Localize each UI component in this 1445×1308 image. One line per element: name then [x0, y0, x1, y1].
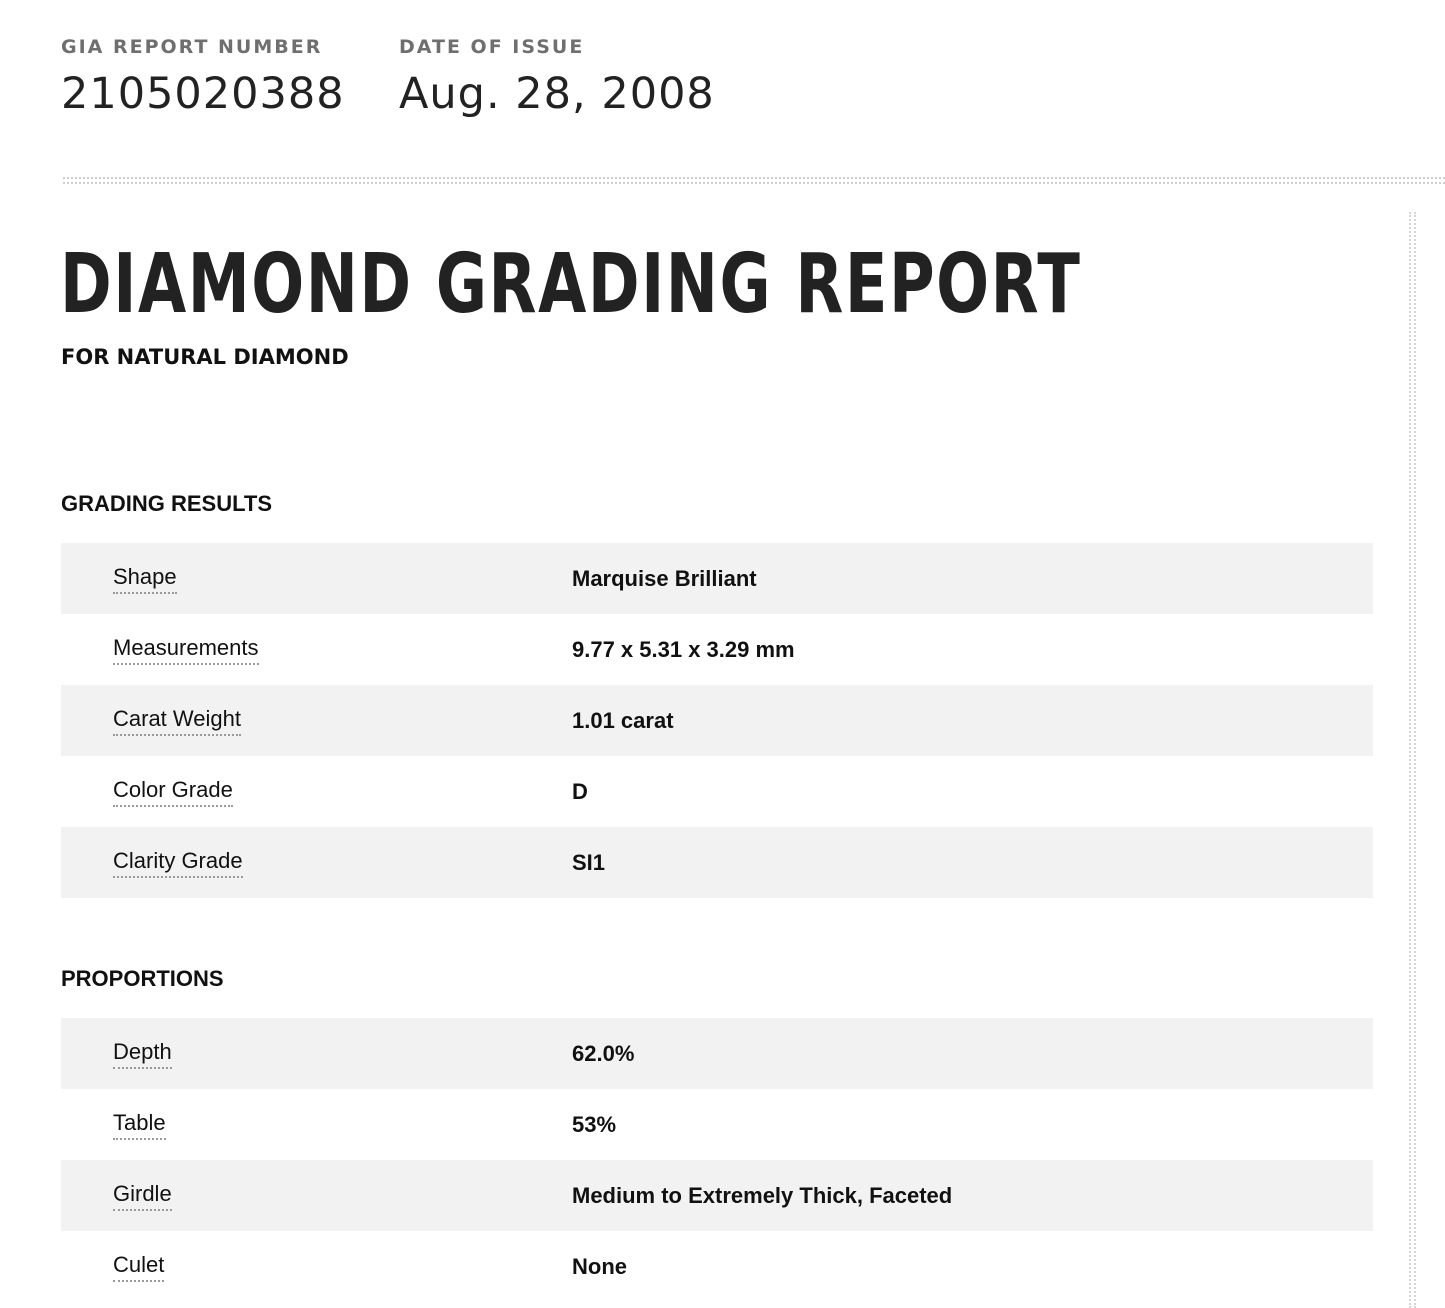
- shape-label[interactable]: Shape: [113, 564, 177, 594]
- culet-label[interactable]: Culet: [113, 1252, 164, 1282]
- grading-results-table: [61, 543, 1373, 898]
- table-value: 53%: [572, 1111, 617, 1137]
- table-row: [61, 543, 1373, 614]
- report-number-block: [61, 36, 345, 118]
- date-of-issue-block: [399, 36, 715, 118]
- date-of-issue: Aug. 28, 2008: [399, 69, 715, 119]
- table-row: [61, 756, 1373, 827]
- table-row: [61, 827, 1373, 898]
- table-row: [61, 614, 1373, 685]
- girdle-value: Medium to Extremely Thick, Faceted: [572, 1182, 953, 1208]
- depth-value: 62.0%: [572, 1040, 635, 1066]
- grading-results-heading: GRADING RESULTS: [61, 491, 273, 516]
- report-number: 2105020388: [61, 69, 345, 119]
- report-number-label: GIA REPORT NUMBER: [61, 36, 323, 58]
- carat-weight-label[interactable]: Carat Weight: [113, 706, 241, 736]
- measurements-label[interactable]: Measurements: [113, 635, 259, 665]
- table-row: [61, 1231, 1373, 1302]
- date-of-issue-label: DATE OF ISSUE: [399, 36, 585, 58]
- page-subtitle: FOR NATURAL DIAMOND: [61, 345, 349, 369]
- shape-value: Marquise Brilliant: [572, 565, 757, 591]
- side-divider: [1409, 212, 1416, 1308]
- carat-weight-value: 1.01 carat: [572, 707, 674, 733]
- table-label[interactable]: Table: [113, 1110, 166, 1140]
- proportions-table: [61, 1018, 1373, 1302]
- proportions-heading: PROPORTIONS: [61, 966, 224, 991]
- girdle-label[interactable]: Girdle: [113, 1181, 172, 1211]
- color-grade-value: D: [572, 778, 588, 804]
- table-row: [61, 1089, 1373, 1160]
- table-row: [61, 1160, 1373, 1231]
- table-row: [61, 1018, 1373, 1089]
- clarity-grade-label[interactable]: Clarity Grade: [113, 848, 243, 878]
- table-row: [61, 685, 1373, 756]
- page-title: DIAMOND GRADING REPORT: [60, 237, 1082, 332]
- clarity-grade-value: SI1: [572, 849, 606, 875]
- color-grade-label[interactable]: Color Grade: [113, 777, 233, 807]
- culet-value: None: [572, 1253, 627, 1279]
- depth-label[interactable]: Depth: [113, 1039, 172, 1069]
- measurements-value: 9.77 x 5.31 x 3.29 mm: [572, 636, 795, 662]
- header-divider: [63, 177, 1445, 184]
